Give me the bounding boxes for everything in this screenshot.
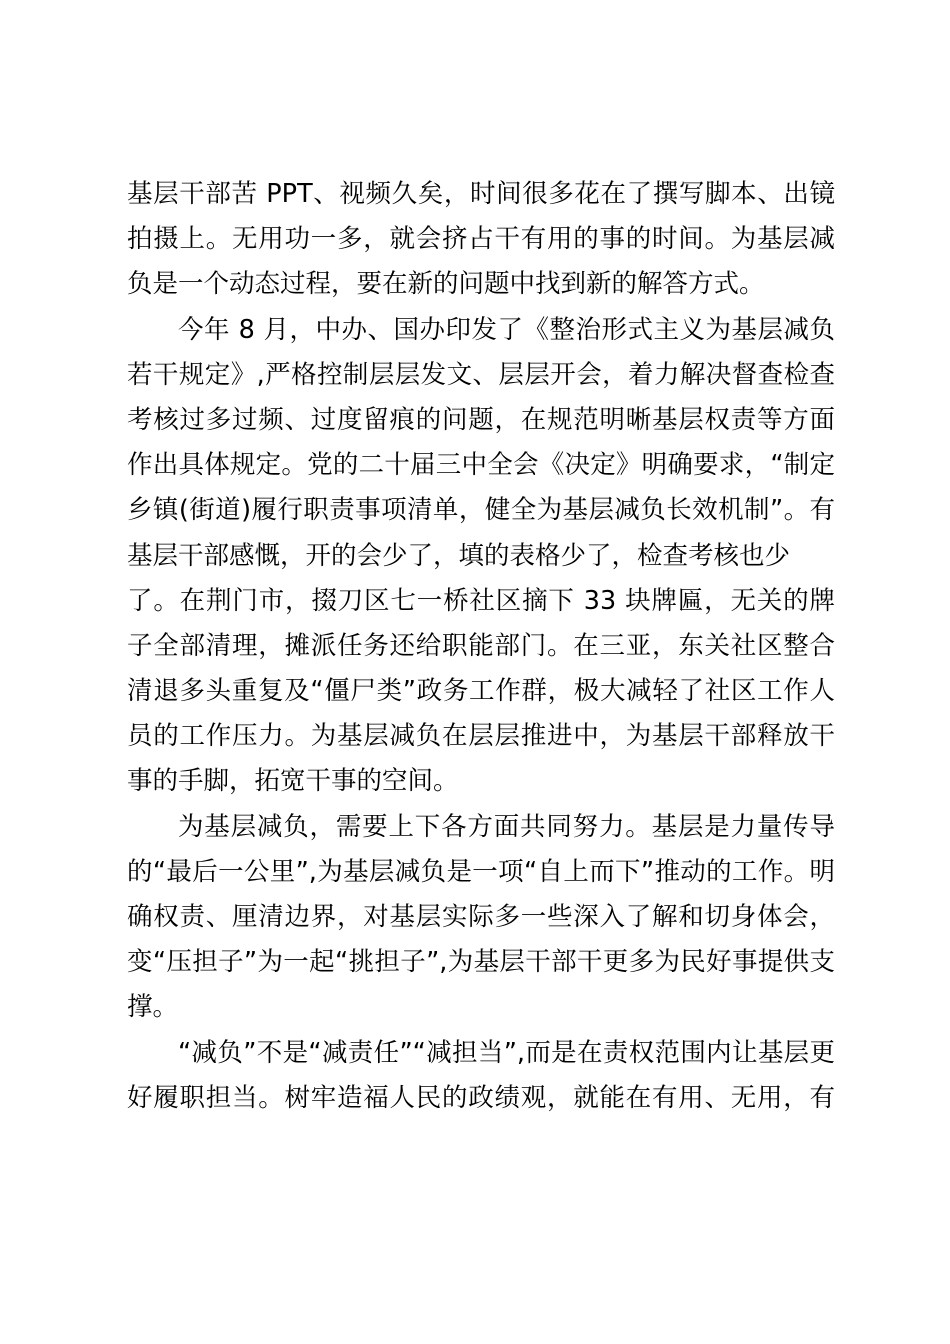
text-line: 乡镇(街道)履行职责事项清单，健全为基层减负长效机制”。有 bbox=[127, 495, 835, 526]
text-line: 撑。 bbox=[127, 992, 179, 1023]
paragraph-start-line: 今年 8 月，中办、国办印发了《整治形式主义为基层减负 bbox=[178, 314, 835, 345]
text-line: 负是一个动态过程，要在新的问题中找到新的解答方式。 bbox=[127, 269, 765, 300]
text-line: 事的手脚，拓宽干事的空间。 bbox=[127, 766, 459, 797]
paragraph-start-line: “减负”不是“减责任”“减担当”,而是在责权范围内让基层更 bbox=[178, 1037, 835, 1068]
text-line: 确权责、厘清边界，对基层实际多一些深入了解和切身体会， bbox=[127, 902, 835, 932]
text-line: 拍摄上。无用功一多，就会挤占干有用的事的时间。为基层减 bbox=[127, 224, 835, 255]
article-body bbox=[127, 172, 835, 1121]
text-line: 了。在荆门市，掇刀区七一桥社区摘下 33 块牌匾，无关的牌 bbox=[127, 585, 835, 616]
paragraph-start-line: 为基层减负，需要上下各方面共同努力。基层是力量传导 bbox=[178, 811, 835, 842]
text-line: 清退多头重复及“僵尸类”政务工作群，极大减轻了社区工作人 bbox=[127, 676, 835, 707]
text-line: 考核过多过频、过度留痕的问题，在规范明晰基层权责等方面 bbox=[127, 404, 835, 435]
text-line: 变“压担子”为一起“挑担子”,为基层干部干更多为民好事提供支 bbox=[127, 947, 835, 978]
text-line: 基层干部感慨，开的会少了，填的表格少了，检查考核也少 bbox=[127, 540, 791, 571]
text-line: 的“最后一公里”,为基层减负是一项“自上而下”推动的工作。明 bbox=[127, 856, 835, 887]
text-line: 好履职担当。树牢造福人民的政绩观，就能在有用、无用，有 bbox=[127, 1082, 835, 1113]
text-line: 子全部清理，摊派任务还给职能部门。在三亚，东关社区整合 bbox=[127, 630, 835, 661]
text-line: 员的工作压力。为基层减负在层层推进中，为基层干部释放干 bbox=[127, 721, 835, 752]
text-line: 作出具体规定。党的二十届三中全会《决定》明确要求，“制定 bbox=[127, 450, 835, 481]
text-line: 若干规定》,严格控制层层发文、层层开会，着力解决督查检查 bbox=[127, 359, 835, 390]
text-line: 基层干部苦 PPT、视频久矣，时间很多花在了撰写脚本、出镜 bbox=[127, 179, 835, 209]
